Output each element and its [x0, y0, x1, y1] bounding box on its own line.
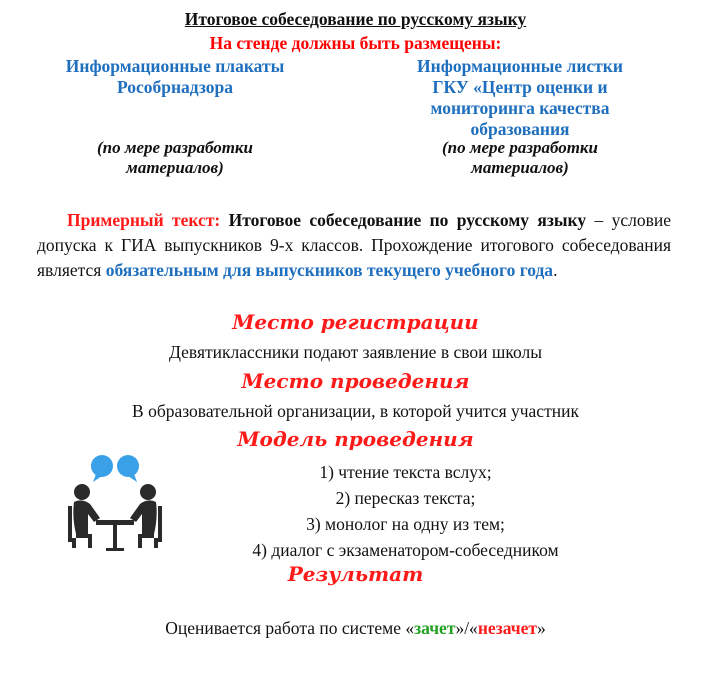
- sample-bold-text: Итоговое собеседование по русскому языку: [228, 210, 587, 230]
- left-column-note: [0, 138, 350, 178]
- note-line: (по мере разработки: [441, 138, 599, 157]
- result-text: [0, 618, 711, 639]
- venue-text: В образовательной организации, в которой учится участник: [132, 401, 579, 421]
- list-item: 3) монолог на одну из тем;: [306, 514, 505, 534]
- right-column-line: образования: [470, 119, 570, 139]
- page-title: Итоговое собеседование по русскому языку: [184, 9, 527, 29]
- model-heading: Модель проведения: [237, 427, 474, 451]
- note-line: материалов): [126, 158, 224, 177]
- list-item: 1) чтение текста вслух;: [319, 462, 492, 482]
- sample-body-text: – условие допуска к ГИА выпускников 9-х классов. Прохождение итогового собеседования является: [37, 210, 671, 280]
- table-icon: [96, 520, 134, 551]
- result-separator: »/«: [455, 618, 478, 638]
- left-column: [0, 56, 350, 98]
- sample-highlight: обязательным для выпускников текущего учебного года: [105, 260, 554, 280]
- sample-end: .: [553, 260, 558, 280]
- left-column-line: Информационные плакаты: [65, 56, 285, 76]
- result-text-before: Оценивается работа по системе «: [165, 618, 415, 638]
- right-column-note: [330, 138, 710, 178]
- note-line: (по мере разработки: [96, 138, 254, 157]
- result-fail: незачет: [477, 618, 537, 638]
- model-list: [150, 459, 661, 563]
- registration-text: Девятиклассники подают заявление в свои школы: [169, 342, 542, 362]
- right-column: [330, 56, 710, 140]
- venue-heading: Место проведения: [241, 369, 470, 393]
- right-column-line: ГКУ «Центр оценки и: [432, 77, 608, 97]
- list-item: 2) пересказ текста;: [335, 488, 476, 508]
- sample-paragraph: [37, 208, 671, 283]
- sample-label: Примерный текст:: [67, 210, 221, 230]
- result-text-after: »: [536, 618, 546, 638]
- stand-heading: На стенде должны быть размещены:: [209, 33, 502, 53]
- person-left-icon: [68, 484, 100, 548]
- registration-heading: Место регистрации: [232, 310, 479, 334]
- note-line: материалов): [471, 158, 569, 177]
- result-heading: Результат: [287, 562, 424, 586]
- right-column-line: мониторинга качества: [430, 98, 610, 118]
- left-column-line: Рособрнадзора: [116, 77, 234, 97]
- result-pass: зачет: [414, 618, 456, 638]
- speech-bubble-icon: [91, 455, 139, 482]
- list-item: 4) диалог с экзаменатором-собеседником: [252, 540, 559, 560]
- right-column-line: Информационные листки: [417, 56, 623, 76]
